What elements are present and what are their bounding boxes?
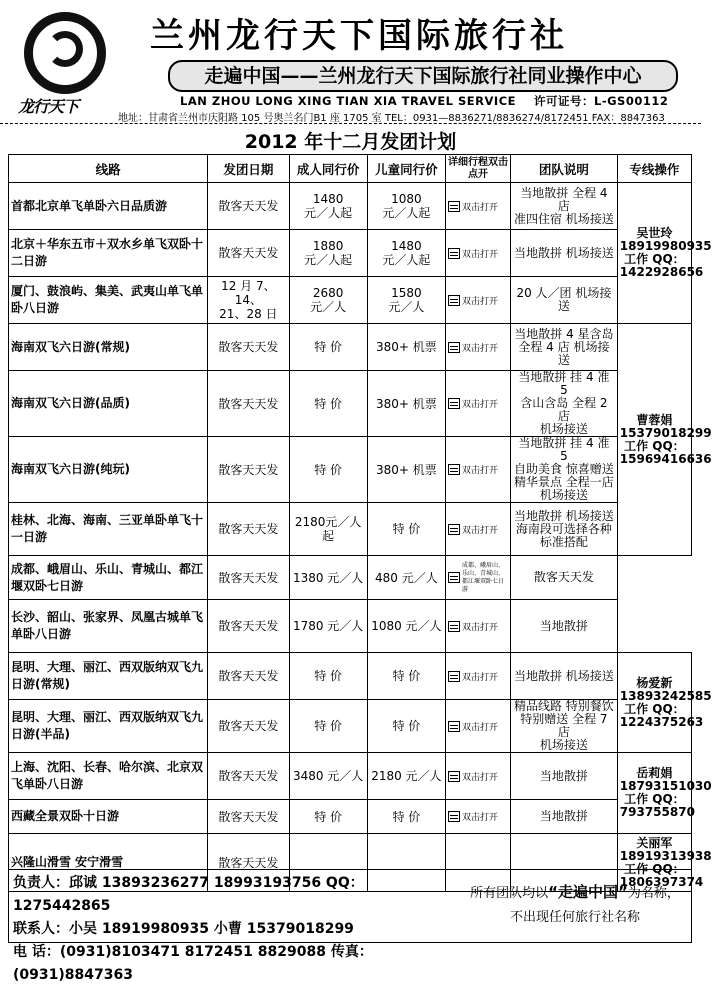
itinerary-link[interactable] bbox=[448, 523, 508, 536]
table-header-row bbox=[9, 155, 692, 183]
date-cell: 散客天天发 bbox=[208, 183, 289, 230]
header bbox=[0, 0, 701, 124]
operator-cell: 吴世玲 18919980935 工作 QQ： 1422928656 bbox=[617, 183, 691, 324]
child-price-cell: 380+ 机票 bbox=[367, 437, 445, 503]
adult-price-cell: 特 价 bbox=[289, 324, 367, 371]
team-note-cell: 当地散拼 机场接送 bbox=[511, 653, 618, 700]
col-header-itinerary: 详细行程双击点开 bbox=[446, 155, 511, 183]
col-header-team-note: 团队说明 bbox=[511, 155, 618, 183]
tour-schedule-table bbox=[8, 154, 712, 892]
itinerary-link[interactable] bbox=[448, 720, 508, 733]
itinerary-link[interactable] bbox=[448, 620, 508, 633]
english-name: LAN ZHOU LONG XING TIAN XIA TRAVEL SERVICE bbox=[180, 94, 516, 108]
date-cell: 12 月 7、14、 21、28 日 bbox=[208, 277, 289, 324]
itinerary-link-label: 双击打开 bbox=[462, 672, 499, 683]
branding-note bbox=[461, 880, 689, 930]
company-logo bbox=[14, 6, 114, 116]
footer-contact bbox=[8, 869, 692, 983]
itinerary-link-cell[interactable] bbox=[446, 324, 511, 371]
contact-line-contacts: 联系人：小吴 18919980935 小曹 15379018299 bbox=[13, 921, 354, 937]
col-header-route: 线路 bbox=[9, 155, 208, 183]
team-note-cell: 当地散拼 全程 4 店 准四住宿 机场接送 bbox=[511, 183, 618, 230]
col-header-child-price: 儿童同行价 bbox=[367, 155, 445, 183]
contact-line-manager: 负责人：邱诚 13893236277 18993193756 QQ：1275442865 bbox=[13, 875, 364, 914]
table-row bbox=[9, 437, 692, 503]
dragon-logo-icon bbox=[24, 12, 106, 94]
table-row bbox=[9, 371, 692, 437]
date-cell: 散客天天发 bbox=[208, 800, 289, 834]
adult-price-cell: 特 价 bbox=[289, 371, 367, 437]
itinerary-link-cell[interactable] bbox=[446, 230, 511, 277]
table-row bbox=[9, 277, 692, 324]
operator-cell: 杨爱新 13893242585 工作 QQ： 1224375263 bbox=[617, 653, 691, 753]
itinerary-link-cell[interactable] bbox=[446, 753, 511, 800]
document-icon bbox=[448, 398, 460, 409]
team-note-cell: 当地散拼 bbox=[511, 800, 618, 834]
child-price-cell: 480 元／人 bbox=[367, 556, 445, 600]
operator-cell: 曹蓉娟 15379018299 工作 QQ： 15969416636 bbox=[617, 324, 691, 556]
child-price-cell: 380+ 机票 bbox=[367, 371, 445, 437]
date-cell: 散客天天发 bbox=[208, 324, 289, 371]
itinerary-link[interactable] bbox=[448, 770, 508, 783]
english-name-line bbox=[180, 93, 668, 109]
team-note-cell: 当地散拼 bbox=[511, 753, 618, 800]
child-price-cell: 1480 元／人起 bbox=[367, 230, 445, 277]
slogan-banner: 走遍中国——兰州龙行天下国际旅行社同业操作中心 bbox=[168, 60, 678, 92]
child-price-cell: 特 价 bbox=[367, 653, 445, 700]
table-row bbox=[9, 600, 692, 653]
contact-line-phone: 电 话：(0931)8103471 8172451 8829088 传真：(0931)8847363 bbox=[13, 944, 373, 983]
date-cell: 散客天天发 bbox=[208, 437, 289, 503]
date-cell: 散客天天发 bbox=[208, 556, 289, 600]
date-cell: 散客天天发 bbox=[208, 653, 289, 700]
itinerary-link-cell[interactable] bbox=[446, 437, 511, 503]
adult-price-cell: 2180元／人 起 bbox=[289, 503, 367, 556]
document-icon bbox=[448, 464, 460, 475]
table-row bbox=[9, 503, 692, 556]
document-icon bbox=[448, 811, 460, 822]
date-cell: 散客天天发 bbox=[208, 753, 289, 800]
col-header-adult-price: 成人同行价 bbox=[289, 155, 367, 183]
contact-block bbox=[13, 872, 453, 987]
date-cell: 散客天天发 bbox=[208, 371, 289, 437]
table-row bbox=[9, 556, 692, 600]
team-note-cell: 20 人／团 机场接送 bbox=[511, 277, 618, 324]
branding-suffix: 为名称， bbox=[627, 886, 680, 901]
divider bbox=[0, 123, 701, 124]
route-cell: 西藏全景双卧十日游 bbox=[9, 800, 208, 834]
operator-cell: 岳莉娟 18793151030 工作 QQ： 793755870 bbox=[617, 753, 691, 834]
itinerary-link-label: 双击打开 bbox=[462, 249, 499, 260]
document-icon bbox=[448, 295, 460, 306]
table-row bbox=[9, 700, 692, 753]
document-icon bbox=[448, 572, 460, 583]
itinerary-link-label: 双击打开 bbox=[462, 525, 499, 536]
route-cell: 昆明、大理、丽江、西双版纳双飞九日游(半品) bbox=[9, 700, 208, 753]
child-price-cell: 380+ 机票 bbox=[367, 324, 445, 371]
document-icon bbox=[448, 342, 460, 353]
document-icon bbox=[448, 621, 460, 632]
team-note-cell: 当地散拼 机场接送 海南段可选择各种 标准搭配 bbox=[511, 503, 618, 556]
itinerary-link-cell[interactable] bbox=[446, 700, 511, 753]
route-cell: 北京＋华东五市＋双水乡单飞双卧十二日游 bbox=[9, 230, 208, 277]
itinerary-link[interactable] bbox=[448, 463, 508, 476]
document-icon bbox=[448, 248, 460, 259]
itinerary-link-label: 双击打开 bbox=[462, 343, 499, 354]
itinerary-link[interactable] bbox=[448, 247, 508, 260]
table-body bbox=[9, 183, 712, 892]
date-cell: 散客天天发 bbox=[208, 700, 289, 753]
operator-cell: 关丽军 18919313938 工作 QQ： 1806397374 bbox=[617, 834, 691, 892]
route-cell: 桂林、北海、海南、三亚单卧单飞十一日游 bbox=[9, 503, 208, 556]
itinerary-link-label: 双击打开 bbox=[462, 772, 499, 783]
document-icon bbox=[448, 524, 460, 535]
route-cell: 首都北京单飞单卧六日品质游 bbox=[9, 183, 208, 230]
document-icon bbox=[448, 721, 460, 732]
adult-price-cell: 特 价 bbox=[289, 653, 367, 700]
route-cell: 长沙、韶山、张家界、凤凰古城单飞单卧八日游 bbox=[9, 600, 208, 653]
route-cell: 海南双飞六日游(纯玩) bbox=[9, 437, 208, 503]
adult-price-cell: 特 价 bbox=[289, 437, 367, 503]
child-price-cell: 2180 元／人 bbox=[367, 753, 445, 800]
itinerary-link-label: 双击打开 bbox=[462, 722, 499, 733]
itinerary-link-label: 双击打开 bbox=[462, 622, 499, 633]
itinerary-link-label: 双击打开 bbox=[462, 400, 499, 410]
team-note-cell: 散客天天发 bbox=[511, 556, 618, 600]
branding-prefix: 所有团队均以 bbox=[470, 886, 549, 901]
license-number: 许可证号：L-GS00112 bbox=[534, 94, 669, 108]
team-note-cell: 当地散拼 挂 4 准 5 含山含岛 全程 2 店 机场接送 bbox=[511, 371, 618, 437]
route-cell: 兴隆山滑雪 安宁滑雪 bbox=[9, 834, 208, 892]
logo-text: 龙行天下 bbox=[18, 97, 79, 116]
child-price-cell: 1080 元／人 bbox=[367, 600, 445, 653]
table-row bbox=[9, 653, 692, 700]
itinerary-link-cell[interactable] bbox=[446, 556, 511, 600]
team-note-cell: 当地散拼 挂 4 准 5 自助美食 惊喜赠送 精华景点 全程一店 机场接送 bbox=[511, 437, 618, 503]
adult-price-cell: 特 价 bbox=[289, 700, 367, 753]
branding-note-line2: 不出现任何旅行社名称 bbox=[509, 910, 640, 925]
itinerary-link[interactable] bbox=[448, 670, 508, 683]
adult-price-cell: 1880 元／人起 bbox=[289, 230, 367, 277]
itinerary-link[interactable] bbox=[448, 341, 508, 354]
itinerary-link-cell[interactable] bbox=[446, 277, 511, 324]
itinerary-link-cell[interactable] bbox=[446, 600, 511, 653]
itinerary-link-label: 成都、峨眉山、乐山、青城山、都江堰双卧七日游 bbox=[462, 561, 505, 593]
itinerary-link-cell[interactable] bbox=[446, 800, 511, 834]
itinerary-link[interactable] bbox=[448, 397, 508, 410]
date-cell: 散客天天发 bbox=[208, 503, 289, 556]
adult-price-cell: 特 价 bbox=[289, 800, 367, 834]
itinerary-link-cell[interactable] bbox=[446, 183, 511, 230]
itinerary-link-cell[interactable] bbox=[446, 503, 511, 556]
child-price-cell: 特 价 bbox=[367, 700, 445, 753]
company-title: 兰州龙行天下国际旅行社 bbox=[150, 16, 568, 56]
document-icon bbox=[448, 771, 460, 782]
adult-price-cell: 1480 元／人起 bbox=[289, 183, 367, 230]
document-icon bbox=[448, 671, 460, 682]
route-cell: 海南双飞六日游(品质) bbox=[9, 371, 208, 437]
itinerary-link-cell[interactable] bbox=[446, 653, 511, 700]
team-note-cell: 当地散拼 机场接送 bbox=[511, 230, 618, 277]
route-cell: 上海、沈阳、长春、哈尔滨、北京双飞单卧八日游 bbox=[9, 753, 208, 800]
child-price-cell: 1080 元／人起 bbox=[367, 183, 445, 230]
address-line: 地址：甘肃省兰州市庆阳路 105 号奥兰名门B1 座 1705 室 TEL：0931—8836271/8836274/8172451 FAX：8847363 bbox=[118, 113, 665, 124]
table-row bbox=[9, 230, 692, 277]
itinerary-link[interactable] bbox=[448, 294, 508, 307]
table-row bbox=[9, 800, 692, 834]
itinerary-link-label: 双击打开 bbox=[462, 813, 499, 823]
itinerary-link-label: 双击打开 bbox=[462, 296, 499, 307]
date-cell: 散客天天发 bbox=[208, 230, 289, 277]
team-note-cell: 精品线路 特别餐饮 特别赠送 全程 7 店 机场接送 bbox=[511, 700, 618, 753]
route-cell: 成都、峨眉山、乐山、青城山、都江堰双卧七日游 bbox=[9, 556, 208, 600]
child-price-cell: 特 价 bbox=[367, 503, 445, 556]
adult-price-cell: 1380 元／人 bbox=[289, 556, 367, 600]
branding-brand: “走遍中国” bbox=[548, 883, 628, 901]
itinerary-link[interactable] bbox=[448, 810, 508, 823]
table-row bbox=[9, 753, 692, 800]
col-header-date: 发团日期 bbox=[208, 155, 289, 183]
col-header-operator: 专线操作 bbox=[617, 155, 691, 183]
table-row bbox=[9, 324, 692, 371]
itinerary-link-cell[interactable] bbox=[446, 371, 511, 437]
itinerary-link[interactable] bbox=[448, 562, 508, 594]
date-cell: 散客天天发 bbox=[208, 834, 289, 892]
itinerary-link[interactable] bbox=[448, 200, 508, 213]
child-price-cell: 1580 元／人 bbox=[367, 277, 445, 324]
team-note-cell: 当地散拼 bbox=[511, 600, 618, 653]
table-row bbox=[9, 183, 692, 230]
itinerary-link-label: 双击打开 bbox=[462, 466, 499, 476]
team-note-cell: 当地散拼 4 星含岛 全程 4 店 机场接送 bbox=[511, 324, 618, 371]
adult-price-cell: 1780 元／人 bbox=[289, 600, 367, 653]
adult-price-cell: 2680 元／人 bbox=[289, 277, 367, 324]
itinerary-link-label: 双击打开 bbox=[462, 202, 499, 213]
child-price-cell: 特 价 bbox=[367, 800, 445, 834]
route-cell: 厦门、鼓浪屿、集美、武夷山单飞单卧八日游 bbox=[9, 277, 208, 324]
plan-title: 2012 年十二月发团计划 bbox=[244, 131, 457, 153]
date-cell: 散客天天发 bbox=[208, 600, 289, 653]
route-cell: 海南双飞六日游(常规) bbox=[9, 324, 208, 371]
branding-note-line1 bbox=[461, 880, 689, 906]
document-icon bbox=[448, 201, 460, 212]
adult-price-cell: 3480 元／人 bbox=[289, 753, 367, 800]
route-cell: 昆明、大理、丽江、西双版纳双飞九日游(常规) bbox=[9, 653, 208, 700]
